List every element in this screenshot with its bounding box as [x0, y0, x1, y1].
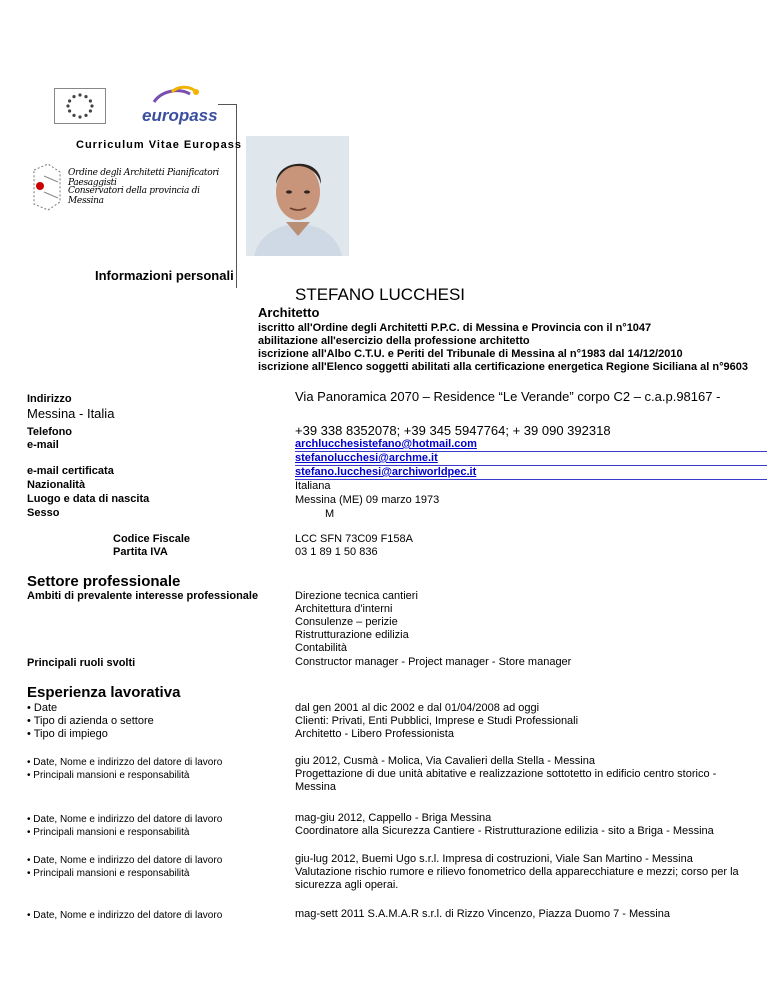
tax-code-label: Codice Fiscale	[113, 533, 191, 545]
eu-flag-logo	[54, 88, 106, 124]
pec-label: e-mail certificata	[27, 465, 114, 477]
email-label: e-mail	[27, 439, 59, 451]
entry-date-value: mag-sett 2011 S.A.M.A.R s.r.l. di Rizzo Vincenzo, Piazza Duomo 7 - Messina	[295, 908, 670, 920]
nationality-value: Italiana	[295, 480, 331, 492]
pec-underline	[295, 479, 767, 480]
entry-role-value: Coordinatore alla Sicurezza Cantiere - Ristrutturazione edilizia - sito a Briga - Messina	[295, 825, 714, 837]
birth-label: Luogo e data di nascita	[27, 493, 150, 505]
general-value-sector: Clienti: Privati, Enti Pubblici, Imprese e Studi Professionali	[295, 715, 579, 727]
sex-value: M	[325, 508, 335, 520]
qualification-item: iscrizione all'Albo C.T.U. e Periti del Tribunale di Messina al n°1983 dal 14/12/2010	[258, 348, 683, 360]
entry-date-label: • Date, Nome e indirizzo del datore di lavoro	[27, 910, 223, 921]
personal-info-heading: Informazioni personali	[95, 268, 234, 283]
general-value-date: dal gen 2001 al dic 2002 e dal 01/04/2008 ad oggi	[295, 702, 540, 714]
entry-role-value-cont: sicurezza agli operai.	[295, 879, 399, 891]
entry-date-value: giu-lug 2012, Buemi Ugo s.r.l. Impresa di costruzioni, Viale San Martino - Messina	[295, 853, 693, 865]
person-name: STEFANO LUCCHESI	[295, 285, 466, 304]
person-profession: Architetto	[258, 305, 320, 320]
email-link-2[interactable]: stefanolucchesi@archme.it	[295, 452, 438, 464]
nationality-label: Nazionalità	[27, 479, 86, 491]
pec-link[interactable]: stefano.lucchesi@archiworldpec.it	[295, 466, 477, 478]
cv-title: Curriculum Vitae Europass	[76, 139, 243, 151]
entry-date-label: • Date, Nome e indirizzo del datore di lavoro	[27, 855, 223, 866]
eu-stars-icon	[55, 89, 105, 123]
entry-role-value: Valutazione rischio rumore e rilievo fonometrico della apparecchiature e mezzi; corso per la	[295, 866, 739, 878]
order-logo	[30, 162, 230, 212]
area-item: Consulenze – perizie	[295, 616, 398, 628]
tax-code-value: LCC SFN 73C09 F158A	[295, 533, 413, 545]
area-item: Contabilità	[295, 642, 347, 654]
general-label-date: • Date	[27, 702, 58, 714]
entry-date-value: giu 2012, Cusmà - Molica, Via Cavalieri della Stella - Messina	[295, 755, 595, 767]
area-item: Ristrutturazione edilizia	[295, 629, 409, 641]
europass-logo-text: europass	[142, 106, 218, 125]
order-logo-line1: Ordine degli Architetti Pianificatori Paesaggisti	[68, 168, 219, 188]
address-label: Indirizzo	[27, 393, 72, 405]
order-emblem-icon	[30, 162, 64, 212]
order-logo-line2: Conservatori della provincia di Messina	[68, 186, 200, 206]
birth-value: Messina (ME) 09 marzo 1973	[295, 494, 440, 506]
header-divider	[218, 104, 236, 105]
address-value-line2: Messina - Italia	[27, 406, 115, 421]
entry-role-value-cont: Messina	[295, 781, 336, 793]
general-labels	[27, 702, 154, 741]
vat-label: Partita IVA	[113, 546, 168, 558]
entry-role-label: • Principali mansioni e responsabilità	[27, 770, 190, 781]
general-label-sector: • Tipo di azienda o settore	[27, 715, 154, 727]
qualification-item: iscritto all'Ordine degli Architetti P.P.C. di Messina e Provincia con il n°1047	[258, 322, 652, 334]
entry-role-label: • Principali mansioni e responsabilità	[27, 868, 190, 879]
qualifications-list	[258, 322, 748, 374]
europass-logo	[132, 84, 218, 128]
address-value-line1: Via Panoramica 2070 – Residence “Le Verande” corpo C2 – c.a.p.98167 -	[295, 389, 721, 404]
sex-label: Sesso	[27, 507, 60, 519]
entry-date-label: • Date, Nome e indirizzo del datore di lavoro	[27, 814, 223, 825]
area-item: Architettura d'interni	[295, 603, 393, 615]
left-column-rule-bottom	[236, 264, 237, 288]
general-value-employment: Architetto - Libero Professionista	[295, 728, 454, 740]
areas-label: Ambiti di prevalente interesse professionale	[27, 590, 259, 602]
qualification-item: abilitazione all'esercizio della professione architetto	[258, 335, 530, 347]
roles-value: Constructor manager - Project manager - Store manager	[295, 656, 572, 668]
general-label-employment: • Tipo di impiego	[27, 728, 108, 740]
left-column-rule-top	[236, 104, 237, 274]
entry-date-label: • Date, Nome e indirizzo del datore di lavoro	[27, 757, 223, 768]
roles-label: Principali ruoli svolti	[27, 657, 136, 669]
email-link-1[interactable]: archlucchesistefano@hotmail.com	[295, 438, 477, 450]
entry-date-value: mag-giu 2012, Cappello - Briga Messina	[295, 812, 492, 824]
vat-value: 03 1 89 1 50 836	[295, 546, 378, 558]
person-portrait-icon	[246, 136, 349, 256]
entry-role-value: Progettazione di due unità abitative e realizzazione sottotetto in edificio centro storico -	[295, 768, 717, 780]
profile-photo	[246, 136, 349, 256]
qualification-item: iscrizione all'Elenco soggetti abilitati alla certificazione energetica Regione Siciliana al n°9603	[258, 361, 748, 373]
area-item: Direzione tecnica cantieri	[295, 590, 418, 602]
areas-list	[295, 590, 418, 655]
experience-heading: Esperienza lavorativa	[27, 684, 181, 701]
professional-sector-heading: Settore professionale	[27, 573, 181, 590]
phone-label: Telefono	[27, 426, 73, 438]
phone-value: +39 338 8352078; +39 345 5947764; + 39 090 392318	[295, 423, 611, 438]
general-values	[295, 702, 578, 741]
entry-role-label: • Principali mansioni e responsabilità	[27, 827, 190, 838]
